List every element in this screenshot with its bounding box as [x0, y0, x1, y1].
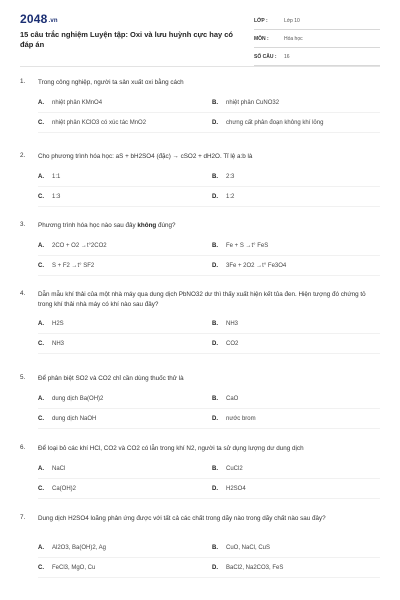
option-letter: A.: [38, 465, 44, 472]
option-text: 1:1: [52, 173, 61, 180]
question-text: Trong công nghiệp, người ta sản xuất oxi bằng cách: [38, 79, 184, 86]
option-text: dung dịch Ba(OH)2: [52, 395, 104, 402]
option-text: NH3: [52, 341, 65, 347]
option-text: nhiệt phân CuNO32: [226, 99, 280, 106]
option-text: Ca(OH)2: [52, 485, 77, 492]
option-letter: A.: [38, 395, 44, 402]
option-row-divider: [38, 333, 380, 334]
option-letter: D.: [212, 119, 218, 126]
option-letter: D.: [212, 262, 218, 269]
option-letter: B.: [212, 242, 218, 249]
question-text: Dung dịch H2SO4 loãng phản ứng được với tất cả các chất trong dãy nào trong dãy chất nào sau đây?: [38, 515, 326, 522]
option-text: S + F2 →t° SF2: [52, 262, 95, 269]
option-letter: B.: [212, 465, 218, 472]
option-text: Al2O3, Ba(OH)2, Ag: [52, 545, 107, 551]
answer-option-b[interactable]: [212, 545, 270, 551]
option-letter: A.: [38, 173, 44, 180]
option-letter: C.: [38, 565, 44, 571]
option-text: Fe + S →t° FeS: [226, 242, 269, 249]
option-row-divider: [38, 498, 380, 499]
option-letter: D.: [212, 565, 218, 571]
option-text: 3Fe + 2O2 →t° Fe3O4: [226, 262, 287, 269]
question-number: 3.: [20, 221, 26, 228]
option-letter: C.: [38, 119, 44, 126]
question-text: Để loại bỏ các khí HCl, CO2 và CO2 có lẫn trong khí N2, người ta sử dụng lượng dư dung dịch: [38, 445, 304, 452]
answer-option-c[interactable]: [38, 565, 95, 571]
answer-option-a[interactable]: [38, 321, 64, 327]
option-text: CO2: [226, 341, 239, 347]
option-text: CaO: [226, 395, 239, 402]
header-divider: [20, 66, 380, 67]
answer-option-b[interactable]: [212, 174, 234, 180]
option-letter: D.: [212, 341, 218, 347]
answer-option-d[interactable]: [212, 341, 238, 347]
question-number: 4.: [20, 290, 26, 297]
option-row-divider: [38, 353, 380, 354]
answer-option-c[interactable]: [38, 341, 64, 347]
option-letter: B.: [212, 99, 218, 106]
option-letter: C.: [38, 193, 44, 200]
option-letter: A.: [38, 545, 44, 551]
question-text: Cho phương trình hóa học: aS + bH2SO4 (đặc) → cSO2 + dH2O. Tỉ lệ a:b là: [38, 153, 253, 160]
meta-info: [254, 16, 380, 70]
meta-subject: MÔN : Hóa học: [254, 34, 380, 48]
meta-grade: LỚP : Lớp 10: [254, 16, 380, 30]
option-text: NH3: [226, 321, 239, 327]
question-text: Để phân biệt SO2 và CO2 chỉ cần dùng thuốc thử là: [38, 375, 184, 382]
page-title: 15 câu trắc nghiệm Luyện tập: Oxi và lưu huỳnh cực hay có đáp án: [20, 30, 234, 49]
option-text: FeCl3, MgO, Cu: [52, 565, 96, 571]
answer-option-d[interactable]: [212, 194, 234, 200]
option-text: BaCl2, Na2CO3, FeS: [226, 565, 284, 571]
option-letter: A.: [38, 242, 44, 249]
option-text: CuCl2: [226, 465, 243, 472]
option-letter: B.: [212, 545, 218, 551]
question-number: 2.: [20, 152, 26, 159]
question-text: Phương trình hóa học nào sau đây không đúng?: [38, 222, 176, 229]
answer-option-b[interactable]: [212, 100, 279, 106]
answer-option-a[interactable]: [38, 174, 60, 180]
answer-option-d[interactable]: [212, 416, 256, 422]
option-letter: C.: [38, 485, 44, 492]
option-letter: D.: [212, 193, 218, 200]
answer-option-a[interactable]: [38, 243, 107, 249]
option-text: chưng cất phân đoạn không khí lỏng: [226, 119, 324, 126]
option-text: 1:2: [226, 193, 235, 200]
option-letter: A.: [38, 321, 44, 327]
option-letter: B.: [212, 395, 218, 402]
answer-option-b[interactable]: [212, 396, 238, 402]
answer-option-c[interactable]: [38, 263, 94, 269]
option-letter: A.: [38, 99, 44, 106]
option-text: H2S: [52, 321, 64, 327]
option-text: 2CO + O2 →t°2CO2: [52, 242, 107, 249]
option-row-divider: [38, 112, 380, 113]
header: [0, 0, 400, 62]
option-text: 1:3: [52, 193, 61, 200]
option-text: 2:3: [226, 173, 235, 180]
option-letter: D.: [212, 485, 218, 492]
answer-option-c[interactable]: [38, 416, 96, 422]
option-row-divider: [38, 478, 380, 479]
option-text: CuO, NaCl, CuS: [226, 545, 271, 551]
option-letter: C.: [38, 262, 44, 269]
option-row-divider: [38, 186, 380, 187]
option-text: nhiệt phân KMnO4: [52, 99, 103, 106]
answer-option-b[interactable]: [212, 466, 243, 472]
option-text: nước brom: [226, 415, 256, 422]
option-letter: C.: [38, 341, 44, 347]
question-number: 7.: [20, 514, 26, 521]
option-text: nhiệt phân KClO3 có xúc tác MnO2: [52, 119, 147, 126]
option-row-divider: [38, 206, 380, 207]
question-number: 1.: [20, 78, 26, 85]
answer-option-a[interactable]: [38, 396, 103, 402]
answer-option-c[interactable]: [38, 486, 76, 492]
question-number: 5.: [20, 374, 26, 381]
option-row-divider: [38, 557, 380, 558]
answer-option-d[interactable]: [212, 120, 323, 126]
option-row-divider: [38, 408, 380, 409]
option-row-divider: [38, 428, 380, 429]
meta-question-count: SỐ CÂU : 16: [254, 52, 380, 66]
site-logo[interactable]: 2048.vn: [20, 12, 58, 26]
option-text: NaCl: [52, 465, 66, 472]
option-row-divider: [38, 275, 380, 276]
option-letter: D.: [212, 415, 218, 422]
answer-option-d[interactable]: [212, 565, 283, 571]
question-text: Dẫn mẫu khí thải của một nhà máy qua dung dịch PbNO32 dư thì thấy xuất hiện kết tủa đen. Hiện tượng đó chứng tỏ trong khí thải nhà máy có khí nào sau đây?: [38, 291, 366, 308]
answer-option-a[interactable]: [38, 100, 102, 106]
answer-option-d[interactable]: [212, 486, 246, 492]
option-row-divider: [38, 255, 380, 256]
question-number: 6.: [20, 444, 26, 451]
option-letter: C.: [38, 415, 44, 422]
option-row-divider: [38, 132, 380, 133]
option-letter: B.: [212, 321, 218, 327]
option-text: H2SO4: [226, 485, 246, 492]
question-emphasis: không: [137, 222, 157, 229]
answer-option-a[interactable]: [38, 545, 106, 551]
answer-option-c[interactable]: [38, 194, 60, 200]
answer-option-b[interactable]: [212, 321, 238, 327]
option-text: dung dịch NaOH: [52, 415, 97, 422]
option-row-divider: [38, 577, 380, 578]
option-letter: B.: [212, 173, 218, 180]
answer-option-c[interactable]: [38, 120, 146, 126]
answer-option-b[interactable]: [212, 243, 268, 249]
answer-option-a[interactable]: [38, 466, 65, 472]
answer-option-d[interactable]: [212, 263, 286, 269]
